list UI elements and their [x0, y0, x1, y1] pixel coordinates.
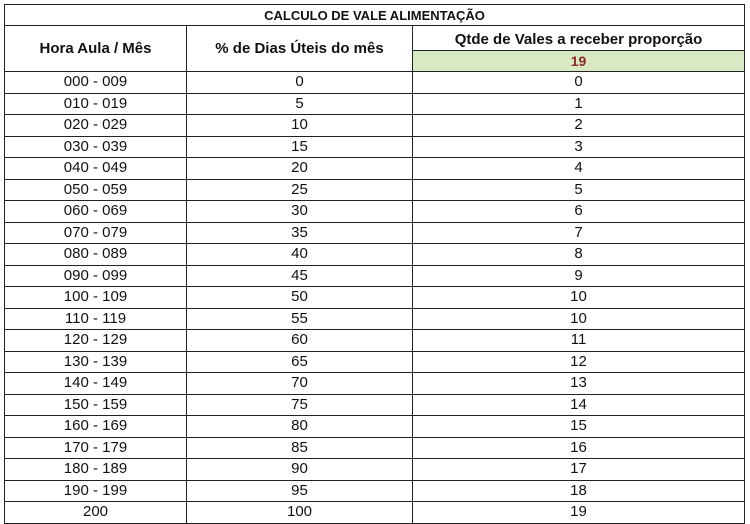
- cell-hora-aula[interactable]: 100 - 109: [5, 287, 187, 309]
- table-row: [5, 373, 745, 395]
- table-row: [5, 394, 745, 416]
- table-row: [5, 136, 745, 158]
- cell-percent-dias[interactable]: 70: [187, 373, 413, 395]
- table-row: [5, 244, 745, 266]
- cell-percent-dias[interactable]: 20: [187, 158, 413, 180]
- table-row: [5, 502, 745, 524]
- cell-qtde-vales[interactable]: 10: [413, 287, 745, 309]
- cell-percent-dias[interactable]: 10: [187, 115, 413, 137]
- cell-qtde-vales[interactable]: 12: [413, 351, 745, 373]
- cell-qtde-vales[interactable]: 3: [413, 136, 745, 158]
- cell-percent-dias[interactable]: 80: [187, 416, 413, 438]
- table-row: [5, 416, 745, 438]
- table-row: [5, 480, 745, 502]
- cell-hora-aula[interactable]: 180 - 189: [5, 459, 187, 481]
- cell-qtde-vales[interactable]: 8: [413, 244, 745, 266]
- table-body: [5, 72, 745, 524]
- cell-percent-dias[interactable]: 85: [187, 437, 413, 459]
- cell-qtde-vales[interactable]: 14: [413, 394, 745, 416]
- cell-hora-aula[interactable]: 110 - 119: [5, 308, 187, 330]
- cell-qtde-vales[interactable]: 2: [413, 115, 745, 137]
- header-qtde-vales: Qtde de Vales a receber proporção: [413, 26, 745, 51]
- highlight-value-cell[interactable]: 19: [413, 51, 745, 72]
- cell-qtde-vales[interactable]: 19: [413, 502, 745, 524]
- header-hora-aula: Hora Aula / Mês: [5, 26, 187, 72]
- cell-percent-dias[interactable]: 30: [187, 201, 413, 223]
- cell-qtde-vales[interactable]: 1: [413, 93, 745, 115]
- cell-qtde-vales[interactable]: 18: [413, 480, 745, 502]
- cell-percent-dias[interactable]: 90: [187, 459, 413, 481]
- cell-qtde-vales[interactable]: 4: [413, 158, 745, 180]
- table-row: [5, 459, 745, 481]
- table-row: [5, 265, 745, 287]
- header-row: [5, 26, 745, 51]
- cell-qtde-vales[interactable]: 6: [413, 201, 745, 223]
- cell-hora-aula[interactable]: 190 - 199: [5, 480, 187, 502]
- title-row: [5, 5, 745, 26]
- table-row: [5, 437, 745, 459]
- cell-qtde-vales[interactable]: 9: [413, 265, 745, 287]
- spreadsheet-table-container: [4, 4, 744, 524]
- cell-percent-dias[interactable]: 40: [187, 244, 413, 266]
- cell-percent-dias[interactable]: 55: [187, 308, 413, 330]
- vale-alimentacao-table: [4, 4, 745, 524]
- cell-hora-aula[interactable]: 130 - 139: [5, 351, 187, 373]
- table-row: [5, 72, 745, 94]
- table-row: [5, 222, 745, 244]
- cell-qtde-vales[interactable]: 5: [413, 179, 745, 201]
- cell-hora-aula[interactable]: 070 - 079: [5, 222, 187, 244]
- cell-qtde-vales[interactable]: 7: [413, 222, 745, 244]
- cell-qtde-vales[interactable]: 10: [413, 308, 745, 330]
- cell-percent-dias[interactable]: 100: [187, 502, 413, 524]
- cell-hora-aula[interactable]: 120 - 129: [5, 330, 187, 352]
- cell-percent-dias[interactable]: 15: [187, 136, 413, 158]
- cell-qtde-vales[interactable]: 0: [413, 72, 745, 94]
- table-row: [5, 115, 745, 137]
- cell-percent-dias[interactable]: 75: [187, 394, 413, 416]
- cell-percent-dias[interactable]: 65: [187, 351, 413, 373]
- cell-hora-aula[interactable]: 140 - 149: [5, 373, 187, 395]
- cell-percent-dias[interactable]: 5: [187, 93, 413, 115]
- cell-hora-aula[interactable]: 010 - 019: [5, 93, 187, 115]
- cell-qtde-vales[interactable]: 15: [413, 416, 745, 438]
- cell-percent-dias[interactable]: 95: [187, 480, 413, 502]
- cell-hora-aula[interactable]: 150 - 159: [5, 394, 187, 416]
- table-row: [5, 308, 745, 330]
- table-row: [5, 158, 745, 180]
- cell-hora-aula[interactable]: 200: [5, 502, 187, 524]
- cell-hora-aula[interactable]: 170 - 179: [5, 437, 187, 459]
- cell-qtde-vales[interactable]: 17: [413, 459, 745, 481]
- cell-hora-aula[interactable]: 040 - 049: [5, 158, 187, 180]
- table-row: [5, 287, 745, 309]
- cell-hora-aula[interactable]: 080 - 089: [5, 244, 187, 266]
- cell-qtde-vales[interactable]: 13: [413, 373, 745, 395]
- cell-hora-aula[interactable]: 030 - 039: [5, 136, 187, 158]
- cell-hora-aula[interactable]: 090 - 099: [5, 265, 187, 287]
- header-percent-dias: % de Dias Úteis do mês: [187, 26, 413, 72]
- table-row: [5, 179, 745, 201]
- cell-hora-aula[interactable]: 160 - 169: [5, 416, 187, 438]
- cell-hora-aula[interactable]: 050 - 059: [5, 179, 187, 201]
- cell-hora-aula[interactable]: 060 - 069: [5, 201, 187, 223]
- cell-qtde-vales[interactable]: 11: [413, 330, 745, 352]
- cell-qtde-vales[interactable]: 16: [413, 437, 745, 459]
- cell-hora-aula[interactable]: 020 - 029: [5, 115, 187, 137]
- cell-percent-dias[interactable]: 0: [187, 72, 413, 94]
- cell-percent-dias[interactable]: 35: [187, 222, 413, 244]
- table-row: [5, 351, 745, 373]
- cell-percent-dias[interactable]: 60: [187, 330, 413, 352]
- cell-percent-dias[interactable]: 45: [187, 265, 413, 287]
- cell-percent-dias[interactable]: 50: [187, 287, 413, 309]
- table-row: [5, 330, 745, 352]
- table-title: CALCULO DE VALE ALIMENTAÇÃO: [5, 5, 745, 26]
- table-row: [5, 201, 745, 223]
- cell-hora-aula[interactable]: 000 - 009: [5, 72, 187, 94]
- cell-percent-dias[interactable]: 25: [187, 179, 413, 201]
- table-row: [5, 93, 745, 115]
